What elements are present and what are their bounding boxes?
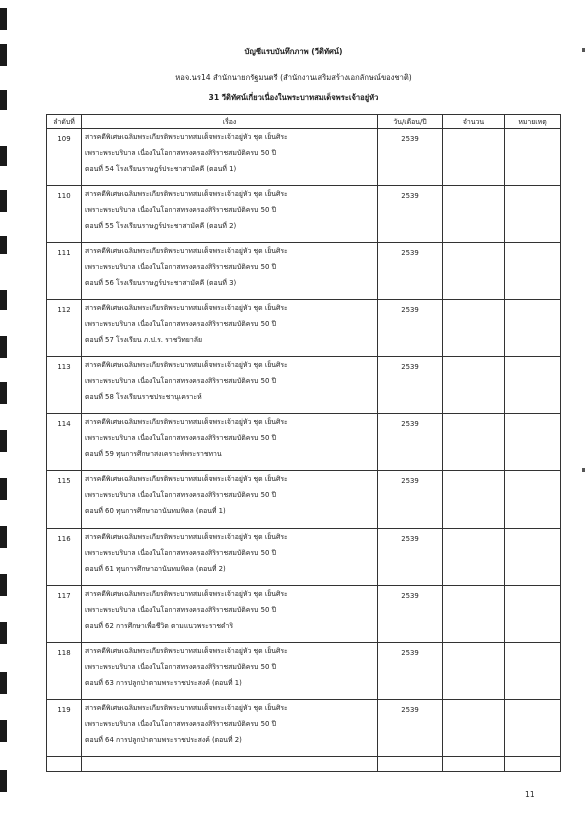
binder-mark xyxy=(0,720,7,742)
binder-mark xyxy=(0,430,7,452)
binder-mark xyxy=(0,478,7,500)
row-title: สารคดีพิเศษเฉลิมพระเกียรติพระบาทสมเด็จพระเจ้าอยู่หัว ชุด เย็นศิระ เพราะพระบริบาล เนื่องในโอกาสทรงครองสิริราชสมบัติครบ 50 ปี ตอนที่ 64 การปลูกป่าตามพระราชประสงค์ (ตอนที่ 2) xyxy=(82,699,378,756)
binder-mark xyxy=(0,146,7,166)
table-empty-row xyxy=(47,756,561,771)
column-header-note: หมายเหตุ xyxy=(505,115,561,129)
row-title: สารคดีพิเศษเฉลิมพระเกียรติพระบาทสมเด็จพระเจ้าอยู่หัว ชุด เย็นศิระ เพราะพระบริบาล เนื่องในโอกาสทรงครองสิริราชสมบัติครบ 50 ปี ตอนที่ 56 โรงเรียนราษฎร์ประชาสามัคคี (ตอนที่ 3) xyxy=(82,243,378,300)
row-seq: 114 xyxy=(47,414,82,471)
page-number: 11 xyxy=(525,790,535,799)
binder-mark xyxy=(0,526,7,548)
row-title: สารคดีพิเศษเฉลิมพระเกียรติพระบาทสมเด็จพระเจ้าอยู่หัว ชุด เย็นศิระ เพราะพระบริบาล เนื่องในโอกาสทรงครองสิริราชสมบัติครบ 50 ปี ตอนที่ 54 โรงเรียนราษฎร์ประชาสามัคคี (ตอนที่ 1) xyxy=(82,129,378,186)
agency-line: หอจ.นร14 สำนักนายกรัฐมนตรี (สำนักงานเสริมสร้างเอกลักษณ์ของชาติ) xyxy=(175,73,412,82)
row-note xyxy=(505,699,561,756)
register-table xyxy=(46,114,561,772)
document-title: บัญชีแรบบันทึกภาพ (วีดิทัศน์) xyxy=(244,47,343,56)
row-note xyxy=(505,243,561,300)
binder-mark xyxy=(0,574,7,596)
table-row xyxy=(47,186,561,243)
row-year: 2539 xyxy=(378,642,443,699)
row-qty xyxy=(443,243,505,300)
column-header-title: เรื่อง xyxy=(82,115,378,129)
row-qty xyxy=(443,357,505,414)
row-year: 2539 xyxy=(378,699,443,756)
binder-mark xyxy=(0,672,7,694)
row-year: 2539 xyxy=(378,471,443,528)
row-note xyxy=(505,129,561,186)
row-year: 2539 xyxy=(378,528,443,585)
binder-mark xyxy=(0,236,7,254)
row-year: 2539 xyxy=(378,414,443,471)
binder-mark xyxy=(0,382,7,404)
table-row xyxy=(47,129,561,186)
row-note xyxy=(505,414,561,471)
row-qty xyxy=(443,300,505,357)
row-qty xyxy=(443,699,505,756)
column-header-seq: ลำดับที่ xyxy=(47,115,82,129)
row-qty xyxy=(443,528,505,585)
table-row xyxy=(47,528,561,585)
row-qty xyxy=(443,471,505,528)
row-qty xyxy=(443,186,505,243)
row-note xyxy=(505,186,561,243)
table-row xyxy=(47,585,561,642)
row-seq: 118 xyxy=(47,642,82,699)
row-seq: 111 xyxy=(47,243,82,300)
binder-mark xyxy=(0,290,7,310)
row-seq: 113 xyxy=(47,357,82,414)
column-header-qty: จำนวน xyxy=(443,115,505,129)
table-row xyxy=(47,414,561,471)
row-note xyxy=(505,585,561,642)
binder-mark xyxy=(0,190,7,212)
binder-mark xyxy=(0,770,7,792)
row-title: สารคดีพิเศษเฉลิมพระเกียรติพระบาทสมเด็จพระเจ้าอยู่หัว ชุด เย็นศิระ เพราะพระบริบาล เนื่องในโอกาสทรงครองสิริราชสมบัติครบ 50 ปี ตอนที่ 57 โรงเรียน ภ.ป.ร. ราชวิทยาลัย xyxy=(82,300,378,357)
row-note xyxy=(505,528,561,585)
table-row xyxy=(47,699,561,756)
row-qty xyxy=(443,642,505,699)
row-year: 2539 xyxy=(378,243,443,300)
row-title: สารคดีพิเศษเฉลิมพระเกียรติพระบาทสมเด็จพระเจ้าอยู่หัว ชุด เย็นศิระ เพราะพระบริบาล เนื่องในโอกาสทรงครองสิริราชสมบัติครบ 50 ปี ตอนที่ 61 ทุนการศึกษาอานันทมหิดล (ตอนที่ 2) xyxy=(82,528,378,585)
row-seq: 115 xyxy=(47,471,82,528)
table-row xyxy=(47,471,561,528)
row-year: 2539 xyxy=(378,186,443,243)
row-seq: 109 xyxy=(47,129,82,186)
series-heading: 31 วีดิทัศน์เกี่ยวเนื่องในพระบาทสมเด็จพระเจ้าอยู่หัว xyxy=(208,93,379,102)
row-seq: 119 xyxy=(47,699,82,756)
table-row xyxy=(47,243,561,300)
binder-mark xyxy=(0,8,7,30)
table-row xyxy=(47,300,561,357)
row-note xyxy=(505,300,561,357)
column-header-date: วัน/เดือน/ปี xyxy=(378,115,443,129)
row-year: 2539 xyxy=(378,357,443,414)
row-note xyxy=(505,642,561,699)
row-note xyxy=(505,471,561,528)
scan-speck xyxy=(582,468,585,472)
row-note xyxy=(505,357,561,414)
row-qty xyxy=(443,585,505,642)
table-header-row xyxy=(47,115,561,129)
row-seq: 116 xyxy=(47,528,82,585)
row-title: สารคดีพิเศษเฉลิมพระเกียรติพระบาทสมเด็จพระเจ้าอยู่หัว ชุด เย็นศิระ เพราะพระบริบาล เนื่องในโอกาสทรงครองสิริราชสมบัติครบ 50 ปี ตอนที่ 63 การปลูกป่าตามพระราชประสงค์ (ตอนที่ 1) xyxy=(82,642,378,699)
row-qty xyxy=(443,414,505,471)
row-title: สารคดีพิเศษเฉลิมพระเกียรติพระบาทสมเด็จพระเจ้าอยู่หัว ชุด เย็นศิระ เพราะพระบริบาล เนื่องในโอกาสทรงครองสิริราชสมบัติครบ 50 ปี ตอนที่ 62 การศึกษาเพื่อชีวิต ตามแนวพระราชดำริ xyxy=(82,585,378,642)
table-row xyxy=(47,357,561,414)
table-row xyxy=(47,642,561,699)
row-title: สารคดีพิเศษเฉลิมพระเกียรติพระบาทสมเด็จพระเจ้าอยู่หัว ชุด เย็นศิระ เพราะพระบริบาล เนื่องในโอกาสทรงครองสิริราชสมบัติครบ 50 ปี ตอนที่ 55 โรงเรียนราษฎร์ประชาสามัคคี (ตอนที่ 2) xyxy=(82,186,378,243)
row-title: สารคดีพิเศษเฉลิมพระเกียรติพระบาทสมเด็จพระเจ้าอยู่หัว ชุด เย็นศิระ เพราะพระบริบาล เนื่องในโอกาสทรงครองสิริราชสมบัติครบ 50 ปี ตอนที่ 60 ทุนการศึกษาอานันทมหิดล (ตอนที่ 1) xyxy=(82,471,378,528)
row-title: สารคดีพิเศษเฉลิมพระเกียรติพระบาทสมเด็จพระเจ้าอยู่หัว ชุด เย็นศิระ เพราะพระบริบาล เนื่องในโอกาสทรงครองสิริราชสมบัติครบ 50 ปี ตอนที่ 58 โรงเรียนราชประชานุเคราะห์ xyxy=(82,357,378,414)
binder-mark xyxy=(0,622,7,644)
row-title: สารคดีพิเศษเฉลิมพระเกียรติพระบาทสมเด็จพระเจ้าอยู่หัว ชุด เย็นศิระ เพราะพระบริบาล เนื่องในโอกาสทรงครองสิริราชสมบัติครบ 50 ปี ตอนที่ 59 ทุนการศึกษาสงเคราะห์พระราชทาน xyxy=(82,414,378,471)
row-seq: 112 xyxy=(47,300,82,357)
row-qty xyxy=(443,129,505,186)
row-seq: 110 xyxy=(47,186,82,243)
row-year: 2539 xyxy=(378,129,443,186)
row-year: 2539 xyxy=(378,300,443,357)
row-year: 2539 xyxy=(378,585,443,642)
binder-mark xyxy=(0,336,7,358)
row-seq: 117 xyxy=(47,585,82,642)
